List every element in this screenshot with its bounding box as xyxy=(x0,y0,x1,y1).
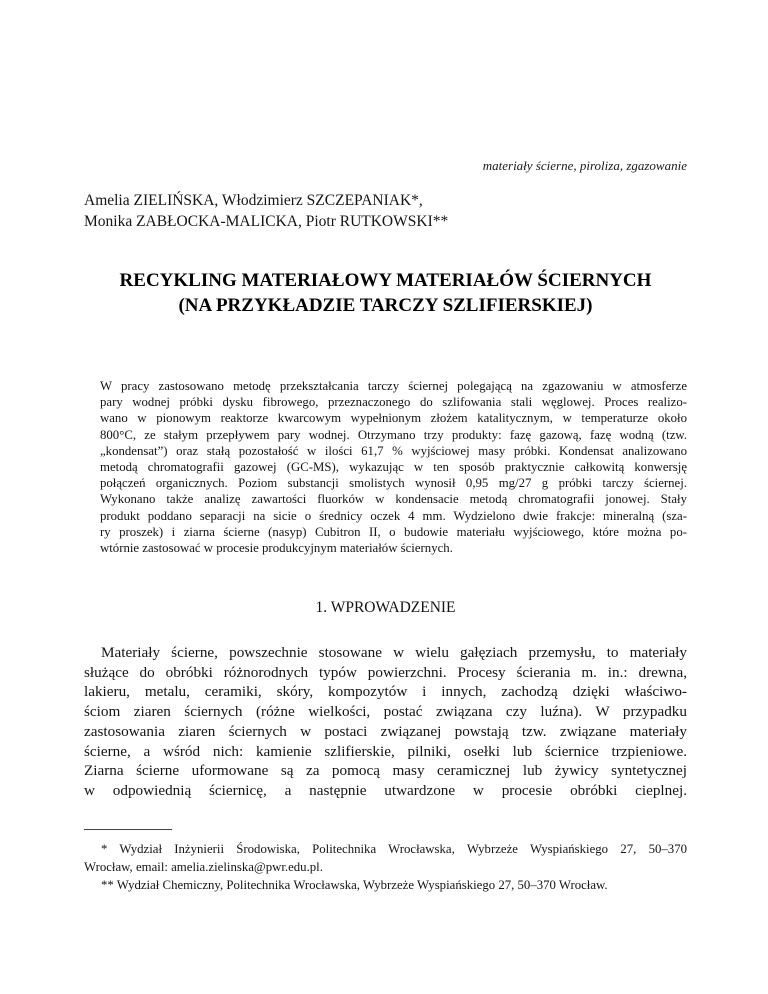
text-line: 800°C, ze stałym przepływem pary wodnej. Otrzymano trzy produkty: fazę gazową, fazę wodną (tzw. xyxy=(100,427,687,442)
abstract-paragraph xyxy=(100,378,687,556)
footnote-1 xyxy=(84,841,687,877)
text-line: Amelia ZIELIŃSKA, Włodzimierz SZCZEPANIAK*, xyxy=(84,192,423,209)
text-line: w odpowiednią ściernicę, a następnie utwardzone w procesie obróbki cieplnej. xyxy=(84,781,687,799)
text-line: ścierne, a wśród nich: kamienie szlifierskie, pilniki, osełki lub ściernice trzpieniowe. xyxy=(84,742,687,760)
text-line: lakieru, metalu, ceramiki, skóry, kompozytów i innych, zachodzą dzięki właściwo- xyxy=(84,683,687,701)
paper-title xyxy=(84,269,687,318)
section-heading-introduction: 1. WPROWADZENIE xyxy=(315,599,456,616)
text-line: * Wydział Inżynierii Środowiska, Politechnika Wrocławska, Wybrzeże Wyspiańskiego 27, 50–370 xyxy=(101,842,687,856)
text-line: pary wodnej próbki dysku fibrowego, przeznaczonego do szlifowania stali węglowej. Proces realizo- xyxy=(100,395,687,410)
text-line: Ziarna ścierne uformowane są za pomocą masy ceramicznej lub żywicy syntetycznej xyxy=(84,762,687,780)
text-line: Monika ZABŁOCKA-MALICKA, Piotr RUTKOWSKI** xyxy=(84,213,449,230)
text-line: wano w pionowym reaktorze kwarcowym wypełnionym złożem katalitycznym, w temperaturze około xyxy=(100,411,687,426)
text-line: ściom ziaren ściernych (różne wielkości, postać związana czy luźna). W przypadku xyxy=(84,703,687,721)
running-head-keywords: materiały ścierne, piroliza, zgazowanie xyxy=(482,158,687,173)
text-line: produkt poddano separacji na sicie o średnicy oczek 4 mm. Wydzielono dwie frakcje: mineralną (sza- xyxy=(100,508,687,523)
footnotes-block xyxy=(84,841,687,895)
text-line: ** Wydział Chemiczny, Politechnika Wrocławska, Wybrzeże Wyspiańskiego 27, 50–370 Wrocław. xyxy=(101,877,608,892)
introduction-paragraph xyxy=(84,643,687,801)
text-line: służące do obróbki różnorodnych typów powierzchni. Procesy ścierania m. in.: drewna, xyxy=(84,663,687,681)
authors-block xyxy=(84,190,687,232)
text-line: Wykonano także analizę zawartości fluorków w kondensacie metodą chromatografii jonowej. Stały xyxy=(100,492,687,507)
paper-title-line-1: RECYKLING MATERIAŁOWY MATERIAŁÓW ŚCIERNYCH xyxy=(119,270,652,291)
footnote-separator-rule xyxy=(84,829,172,830)
text-line: Wrocław, email: amelia.zielinska@pwr.edu.pl. xyxy=(84,859,323,874)
text-line: metodą chromatografii gazowej (GC-MS), wykazując w ten sposób praktycznie całkowitą konwersję xyxy=(100,460,687,475)
paper-title-line-2: (NA PRZYKŁADZIE TARCZY SZLIFIERSKIEJ) xyxy=(178,294,593,316)
text-line: ry proszek) i ziarna ścierne (nasyp) Cubitron II, o budowie materiału wyjściowego, które można po- xyxy=(100,524,687,539)
text-line: połączeń organicznych. Poziom substancji smolistych wynosił 0,95 mg/27 g próbki tarczy ściernej. xyxy=(100,476,687,491)
text-line: zastosowania ziaren ściernych w postaci związanej powstają tzw. związane materiały xyxy=(84,722,687,740)
text-line: Materiały ścierne, powszechnie stosowane w wielu gałęziach przemysłu, to materiały xyxy=(101,644,687,661)
text-line: „kondensat”) oraz stałą pozostałość w ilości 61,7 % wyjściowej masy próbki. Kondensat analizowano xyxy=(100,443,687,458)
text-line: wtórnie zastosować w procesie produkcyjnym materiałów ściernych. xyxy=(100,541,453,556)
footnote-2 xyxy=(84,877,687,895)
text-line: W pracy zastosowano metodę przekształcania tarczy ściernej polegającą na zgazowaniu w atmosferze xyxy=(100,379,687,393)
